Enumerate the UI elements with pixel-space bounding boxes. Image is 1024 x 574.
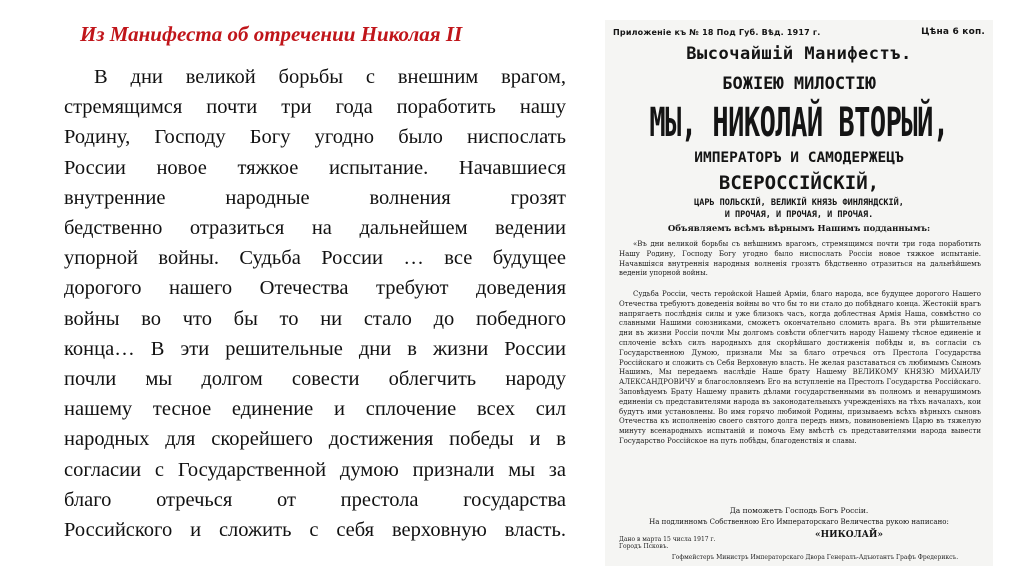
text-line: дорогого нашего Отечества требуют доведения [64, 277, 566, 300]
document-paragraph-2: Судьба Россiи, честь геройской Нашей Армiи, благо народа, все будущее дорогого Нашего Отечества требуютъ доведенiя войны во что бы то ни стало до побѣднаго конца. Жестокiй врагъ напрягаетъ послѣднiя силы и уже близокъ часъ, когда доблестная Армiя Наша, совмѣстно со славными Нашими союзниками, сможетъ окончательно сломить врага. Въ эти рѣшительные дни въ жизни Россiи почли Мы долгомъ совѣсти облегчить народу Нашему тѣсное единенiе и сплоченiе всѣхъ силъ народныхъ для скорѣйшаго достиженiя побѣды и, въ согласiи съ Государственною Думою, признали Мы за благо отречься отъ Престола Государства Россiйскаго и сложить съ Себя Верховную власть. Не желая разставаться съ любимымъ Сыномъ Нашимъ, Мы передаемъ наслѣдiе Наше брату Нашему ВЕЛИКОМУ КНЯЗЮ МИХАИЛУ АЛЕКСАНДРОВИЧУ и благословляемъ Его на вступленiе на Престолъ Государства Россiйскаго. Заповѣдуемъ Брату Нашему править дѣлами государственными въ полномъ и ненарушимомъ единенiи съ представителями народа въ законодательныхъ учрежденiяхъ на тѣхъ началахъ, кои будутъ ими установлены. Во имя горячо любимой Родины, призываемъ всѣхъ вѣрныхъ сыновъ Отечества къ исполненiю своего святого долга передъ нимъ, повиновенiемъ Царю въ тяжелую минуту всенародныхъ испытанiй и помочь Ему вмѣстѣ съ представителями народа вывести Государство Россiйское на путь побѣды, благоденствiя и славы. [619, 290, 981, 445]
document-line-6: ЦАРЬ ПОЛЬСКIЙ, ВЕЛИКIЙ КНЯЗЬ ФИНЛЯНДСКIЙ, [694, 198, 904, 208]
text-line: стремящимся почти три года поработить нашу [64, 96, 566, 119]
text-line: народных для скорейшего достижения победы и в [64, 428, 566, 451]
text-line: В дни великой борьбы с внешним врагом, [94, 66, 566, 88]
text-line: бедственно отразиться на дальнейшем ведении [64, 217, 566, 240]
text-line: конца… В эти решительные дни в жизни России [64, 337, 566, 360]
text-line: Российского и сложить с себя верховную власть. [64, 519, 566, 542]
manifesto-document-image [605, 20, 993, 566]
text-line: войны во что бы то ни стало до победного [64, 307, 566, 330]
document-line-2: БОЖIЕЮ МИЛОСТIЮ [722, 74, 876, 94]
text-line: нашему тесное единение и сплочение всех сил [64, 398, 566, 421]
text-line: почли мы долгом совести облегчить народу [64, 368, 566, 391]
slide-title: Из Манифеста об отречении Николая II [80, 22, 463, 46]
manifesto-excerpt [64, 62, 566, 545]
document-address: Объявляемъ всѣмъ вѣрнымъ Нашимъ подданнымъ: [667, 224, 931, 234]
document-line-7: И ПРОЧАЯ, И ПРОЧАЯ, И ПРОЧАЯ. [724, 210, 874, 220]
text-line: России новое тяжкое испытание. Начавшиеся [64, 156, 566, 179]
supplement-note: Приложенiе къ № 18 Под Губ. Вѣд. 1917 г. [613, 28, 821, 37]
document-heading: Высочайшiй Манифестъ. [686, 44, 912, 64]
text-line: согласии с Государственной думою признали мы за [64, 458, 566, 481]
document-countersign: Гофмейстеръ Министръ Императорскаго Двора Генералъ-Адъютантъ Графъ Фредериксъ. [671, 554, 959, 561]
document-line-3: МЫ, НИКОЛАЙ ВТОРЫЙ, [649, 100, 949, 147]
document-prayer: Да поможетъ Господь Богъ Россiи. [729, 506, 869, 515]
text-line: Родину, Господу Богу угодно было ниспослать [64, 126, 566, 149]
document-original-note: На подлинномъ Собственною Его Императорскаго Величества рукою написано: [649, 518, 949, 526]
document-date-place: Дано в марта 15 числа 1917 г. Городъ Псковъ. [619, 536, 716, 550]
document-line-5: ВСЕРОССIЙСКIЙ, [718, 172, 880, 194]
document-signature: «НИКОЛАЙ» [814, 530, 884, 540]
document-header-line [613, 28, 985, 37]
document-paragraph-1: «Въ дни великой борьбы съ внѣшнимъ врагомъ, стремящимся почти три года поработить Нашу Родину, Господу Богу угодно было ниспослать Россiи новое тяжкое испытанiе. Начавшiяся внутреннiя народныя волненiя грозятъ бѣдственно отразиться на дальнѣйшемъ веденiи упорной войны. [619, 240, 981, 278]
price-note: Цѣна 6 коп. [921, 27, 985, 37]
text-line: благо отречься от престола государства [64, 488, 566, 511]
text-line: внутренние народные волнения грозят [64, 186, 566, 209]
document-line-4: ИМПЕРАТОРЪ И САМОДЕРЖЕЦЪ [694, 150, 904, 166]
text-line: упорной войны. Судьба России … все будущее [64, 247, 566, 270]
